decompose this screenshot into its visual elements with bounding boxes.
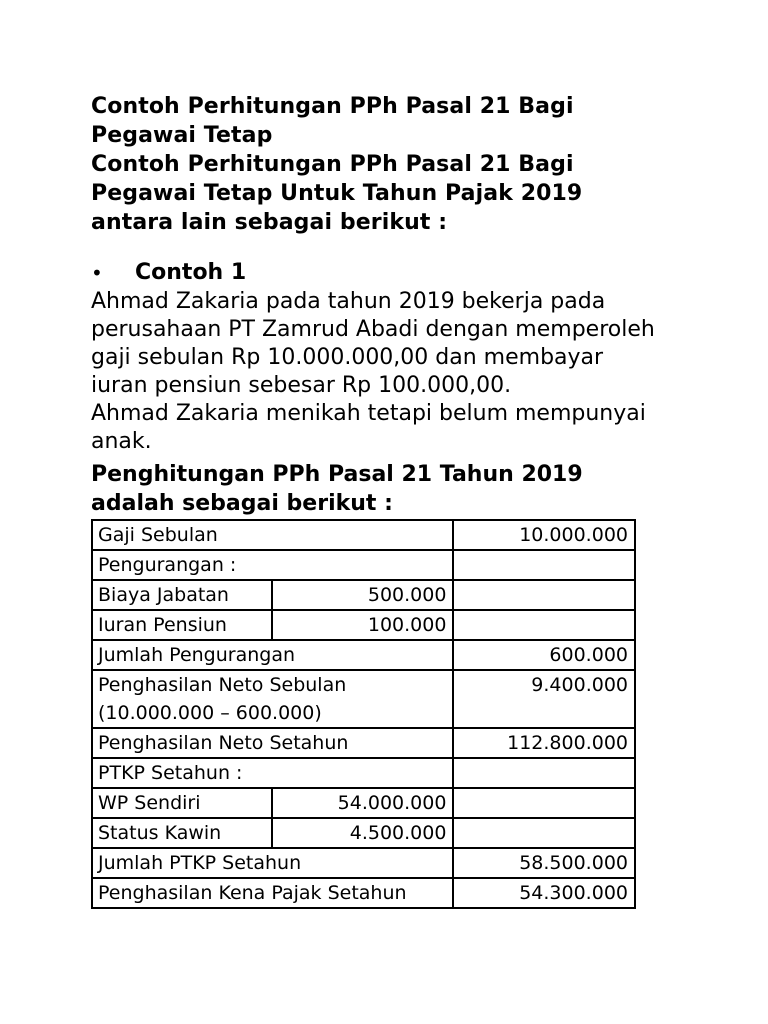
row-total — [453, 580, 635, 610]
row-total — [453, 758, 635, 788]
table-row — [92, 610, 635, 640]
row-subvalue: 54.000.000 — [272, 788, 453, 818]
row-total: 112.800.000 — [453, 728, 635, 758]
row-subvalue: 4.500.000 — [272, 818, 453, 848]
document-page — [91, 92, 691, 909]
row-label — [92, 670, 453, 728]
bullet-dot-icon: • — [91, 261, 103, 285]
row-label: Gaji Sebulan — [92, 520, 453, 550]
title-line: Contoh Perhitungan PPh Pasal 21 Bagi — [91, 152, 574, 177]
paragraph-line: anak. — [91, 429, 152, 454]
row-total — [453, 550, 635, 580]
row-label: Jumlah PTKP Setahun — [92, 848, 453, 878]
row-label: Biaya Jabatan — [92, 580, 272, 610]
row-subvalue: 500.000 — [272, 580, 453, 610]
paragraph-line: perusahaan PT Zamrud Abadi dengan memperoleh — [91, 317, 655, 342]
row-total: 9.400.000 — [453, 670, 635, 728]
title-line: Contoh Perhitungan PPh Pasal 21 Bagi — [91, 94, 574, 119]
title-line: Pegawai Tetap — [91, 123, 273, 148]
bullet-label: Contoh 1 — [135, 260, 247, 285]
table-row — [92, 550, 635, 580]
row-label: WP Sendiri — [92, 788, 272, 818]
row-total: 58.500.000 — [453, 848, 635, 878]
tax-calculation-table — [91, 519, 636, 909]
row-total: 10.000.000 — [453, 520, 635, 550]
row-total: 54.300.000 — [453, 878, 635, 908]
row-total — [453, 610, 635, 640]
title-line: antara lain sebagai berikut : — [91, 210, 448, 235]
table-row — [92, 640, 635, 670]
row-label: Penghasilan Neto Setahun — [92, 728, 453, 758]
bullet-item — [91, 258, 691, 288]
example-paragraph — [91, 288, 691, 456]
heading-line: Penghitungan PPh Pasal 21 Tahun 2019 — [91, 462, 583, 487]
row-label-line: Penghasilan Neto Sebulan — [98, 674, 347, 696]
table-row — [92, 878, 635, 908]
row-subvalue: 100.000 — [272, 610, 453, 640]
calculation-heading — [91, 460, 691, 518]
table-row — [92, 818, 635, 848]
table-row — [92, 580, 635, 610]
row-total — [453, 818, 635, 848]
table-row — [92, 670, 635, 728]
table-row — [92, 728, 635, 758]
paragraph-line: Ahmad Zakaria menikah tetapi belum mempunyai — [91, 401, 646, 426]
heading-line: adalah sebagai berikut : — [91, 491, 393, 516]
row-label: PTKP Setahun : — [92, 758, 453, 788]
row-label: Iuran Pensiun — [92, 610, 272, 640]
title-line: Pegawai Tetap Untuk Tahun Pajak 2019 — [91, 181, 583, 206]
row-label: Jumlah Pengurangan — [92, 640, 453, 670]
row-total: 600.000 — [453, 640, 635, 670]
row-label-line: (10.000.000 – 600.000) — [98, 702, 322, 724]
document-title — [91, 92, 691, 237]
table-row — [92, 520, 635, 550]
table-row — [92, 848, 635, 878]
table-row — [92, 758, 635, 788]
row-label: Pengurangan : — [92, 550, 453, 580]
row-total — [453, 788, 635, 818]
paragraph-line: Ahmad Zakaria pada tahun 2019 bekerja pada — [91, 289, 606, 314]
row-label: Penghasilan Kena Pajak Setahun — [92, 878, 453, 908]
paragraph-line: iuran pensiun sebesar Rp 100.000,00. — [91, 373, 512, 398]
row-label: Status Kawin — [92, 818, 272, 848]
paragraph-line: gaji sebulan Rp 10.000.000,00 dan membayar — [91, 345, 604, 370]
table-row — [92, 788, 635, 818]
